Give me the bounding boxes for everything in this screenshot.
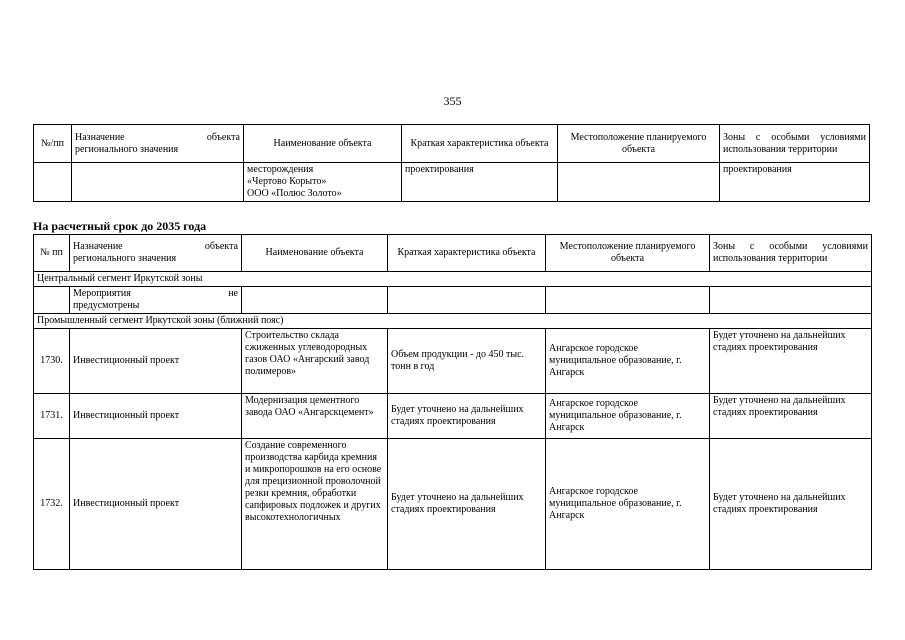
cell-zones: Будет уточнено на дальнейших стадиях проектирования bbox=[710, 394, 872, 439]
cell-location: Ангарское городское муниципальное образование, г. Ангарск bbox=[546, 439, 710, 570]
cell-brief: Будет уточнено на дальнейших стадиях проектирования bbox=[388, 439, 546, 570]
table-header-row bbox=[34, 235, 872, 272]
table-2035 bbox=[33, 234, 872, 570]
cell-purpose bbox=[70, 287, 242, 314]
cell-location bbox=[558, 163, 720, 202]
cell-zones: Будет уточнено на дальнейших стадиях проектирования bbox=[710, 329, 872, 394]
header-purpose bbox=[70, 235, 242, 272]
header-name: Наименование объекта bbox=[242, 235, 388, 272]
segment-industrial: Промышленный сегмент Иркутской зоны (ближний пояс) bbox=[34, 314, 872, 329]
header-purpose-line1: Назначение объекта bbox=[75, 131, 240, 143]
cell-name-line2: «Чертово Корыто» bbox=[247, 176, 327, 187]
cell-num bbox=[34, 163, 72, 202]
cell-name: Строительство склада сжиженных углеводородных газов ОАО «Ангарский завод полимеров» bbox=[242, 329, 388, 394]
cell-name bbox=[242, 287, 388, 314]
cell-location: Ангарское городское муниципальное образование, г. Ангарск bbox=[546, 394, 710, 439]
cell-purpose: Инвестиционный проект bbox=[70, 439, 242, 570]
header-purpose bbox=[72, 125, 244, 163]
segment-central: Центральный сегмент Иркутской зоны bbox=[34, 272, 872, 287]
header-purpose-line2: регионального значения bbox=[73, 253, 177, 264]
cell-purpose: Инвестиционный проект bbox=[70, 394, 242, 439]
no-measures-line1: Мероприятия не bbox=[73, 288, 238, 299]
header-brief: Краткая характеристика объекта bbox=[402, 125, 558, 163]
header-num: № пп bbox=[34, 235, 70, 272]
page-number: 355 bbox=[443, 94, 462, 108]
cell-num: 1732. bbox=[34, 439, 70, 570]
cell-purpose: Инвестиционный проект bbox=[70, 329, 242, 394]
cell-num: 1730. bbox=[34, 329, 70, 394]
section-title: На расчетный срок до 2035 года bbox=[33, 219, 207, 233]
header-purpose-line2: регионального значения bbox=[75, 143, 179, 155]
table-header-row bbox=[34, 125, 870, 163]
header-zones: Зоны с особыми условиями использования территории bbox=[720, 125, 870, 163]
cell-name-line3: ООО «Полюс Золото» bbox=[247, 188, 342, 199]
cell-zones: проектирования bbox=[720, 163, 870, 202]
cell-brief: проектирования bbox=[402, 163, 558, 202]
no-measures-line2: предусмотрены bbox=[73, 300, 140, 311]
cell-name: Создание современного производства карбида кремния и микропорошков на его основе для прецизионной проволочной резки кремния, обработки сапфировых подложек и других высокотехнологичных bbox=[242, 439, 388, 570]
header-location: Местоположение планируемого объекта bbox=[546, 235, 710, 272]
segment-row bbox=[34, 272, 872, 287]
segment-row bbox=[34, 314, 872, 329]
table-row bbox=[34, 287, 872, 314]
cell-name-line1: месторождения bbox=[247, 164, 314, 175]
header-num: №/пп bbox=[34, 125, 72, 163]
cell-name bbox=[244, 163, 402, 202]
header-name: Наименование объекта bbox=[244, 125, 402, 163]
table-row bbox=[34, 394, 872, 439]
cell-brief: Будет уточнено на дальнейших стадиях проектирования bbox=[388, 394, 546, 439]
cell-num bbox=[34, 287, 70, 314]
table-row bbox=[34, 163, 870, 202]
header-purpose-line1: Назначение объекта bbox=[73, 241, 238, 252]
cell-location: Ангарское городское муниципальное образование, г. Ангарск bbox=[546, 329, 710, 394]
cell-purpose bbox=[72, 163, 244, 202]
table-continued bbox=[33, 124, 870, 202]
cell-location bbox=[546, 287, 710, 314]
cell-zones bbox=[710, 287, 872, 314]
cell-brief bbox=[388, 287, 546, 314]
header-brief: Краткая характеристика объекта bbox=[388, 235, 546, 272]
table-row bbox=[34, 329, 872, 394]
header-zones: Зоны с особыми условиями использования территории bbox=[710, 235, 872, 272]
cell-brief: Объем продукции - до 450 тыс. тонн в год bbox=[388, 329, 546, 394]
header-location: Местоположение планируемого объекта bbox=[558, 125, 720, 163]
cell-zones: Будет уточнено на дальнейших стадиях проектирования bbox=[710, 439, 872, 570]
table-row bbox=[34, 439, 872, 570]
cell-num: 1731. bbox=[34, 394, 70, 439]
cell-name: Модернизация цементного завода ОАО «Ангарскцемент» bbox=[242, 394, 388, 439]
